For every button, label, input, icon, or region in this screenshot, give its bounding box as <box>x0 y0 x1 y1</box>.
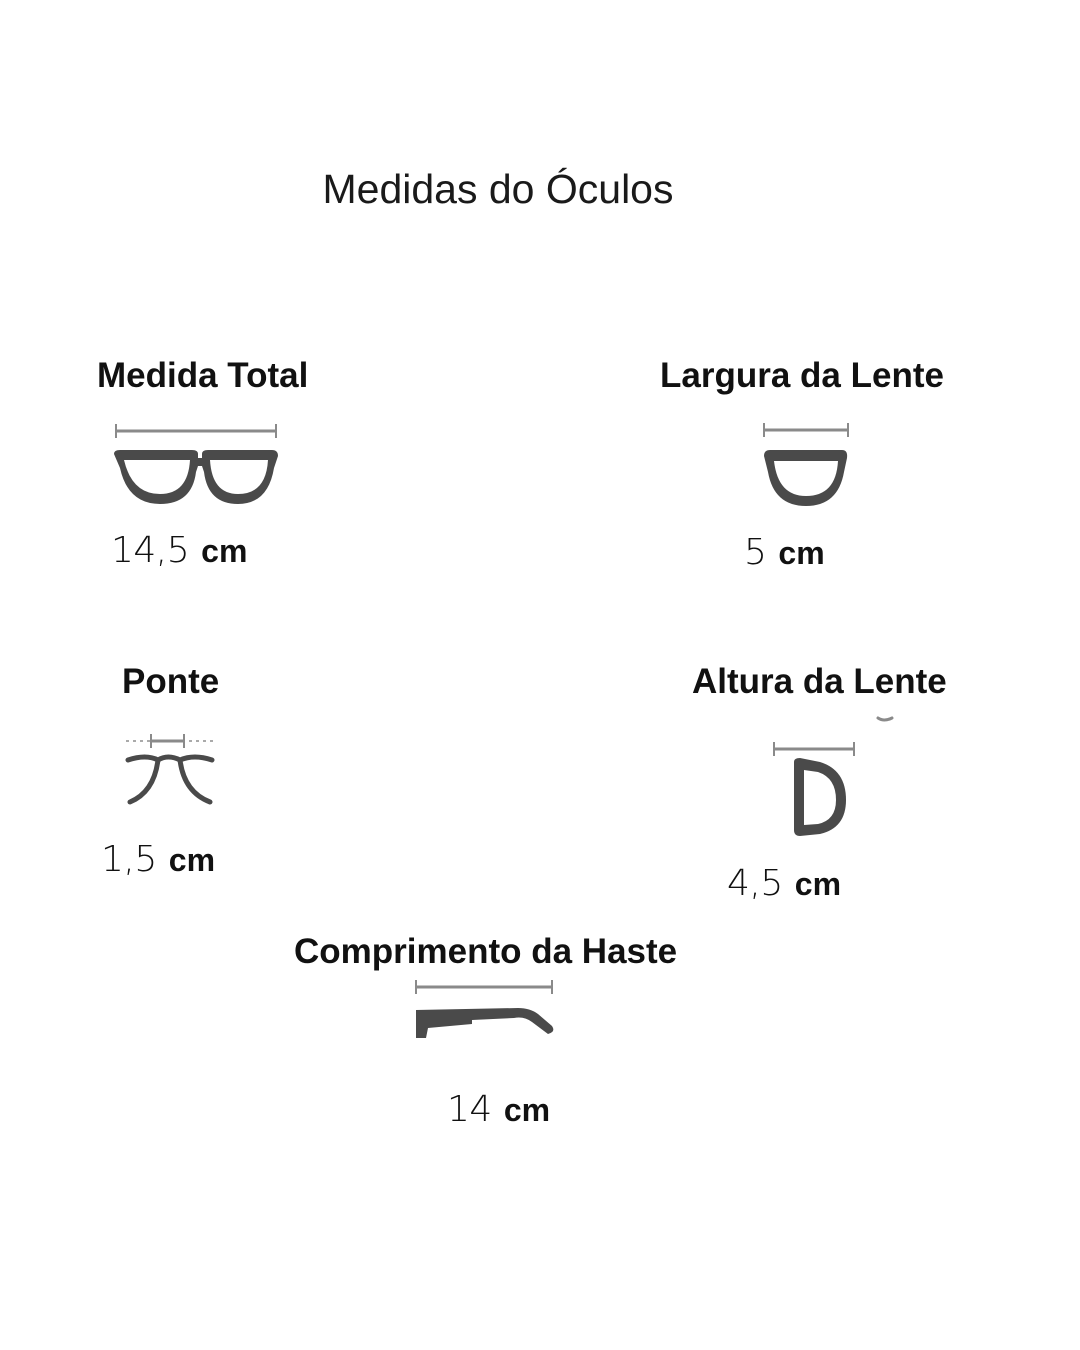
value-largura-da-lente <box>744 532 825 573</box>
value-number: 5 <box>744 532 767 573</box>
heading-medida-total: Medida Total <box>97 356 309 395</box>
value-number: 14 <box>447 1089 492 1130</box>
value-unit: cm <box>168 842 216 878</box>
value-number: 4,5 <box>727 863 783 904</box>
lens-side-icon <box>768 712 918 842</box>
heading-altura-da-lente: Altura da Lente <box>692 662 947 701</box>
value-unit: cm <box>503 1092 551 1128</box>
value-unit: cm <box>778 535 825 571</box>
bridge-icon <box>124 730 216 808</box>
page-title: Medidas do Óculos <box>322 166 674 212</box>
value-unit: cm <box>201 533 248 569</box>
heading-ponte: Ponte <box>122 662 220 701</box>
temple-arm-icon <box>410 976 560 1046</box>
value-unit: cm <box>794 866 842 902</box>
value-number: 1,5 <box>101 839 157 880</box>
heading-largura-da-lente: Largura da Lente <box>660 356 944 395</box>
value-medida-total <box>111 530 248 571</box>
value-number: 14,5 <box>111 530 190 571</box>
full-glasses-icon <box>110 420 285 510</box>
heading-comprimento-da-haste: Comprimento da Haste <box>294 932 678 971</box>
lens-front-icon <box>758 420 853 510</box>
value-ponte <box>101 839 216 880</box>
value-altura-da-lente <box>727 863 842 904</box>
value-comprimento-da-haste <box>447 1089 551 1130</box>
